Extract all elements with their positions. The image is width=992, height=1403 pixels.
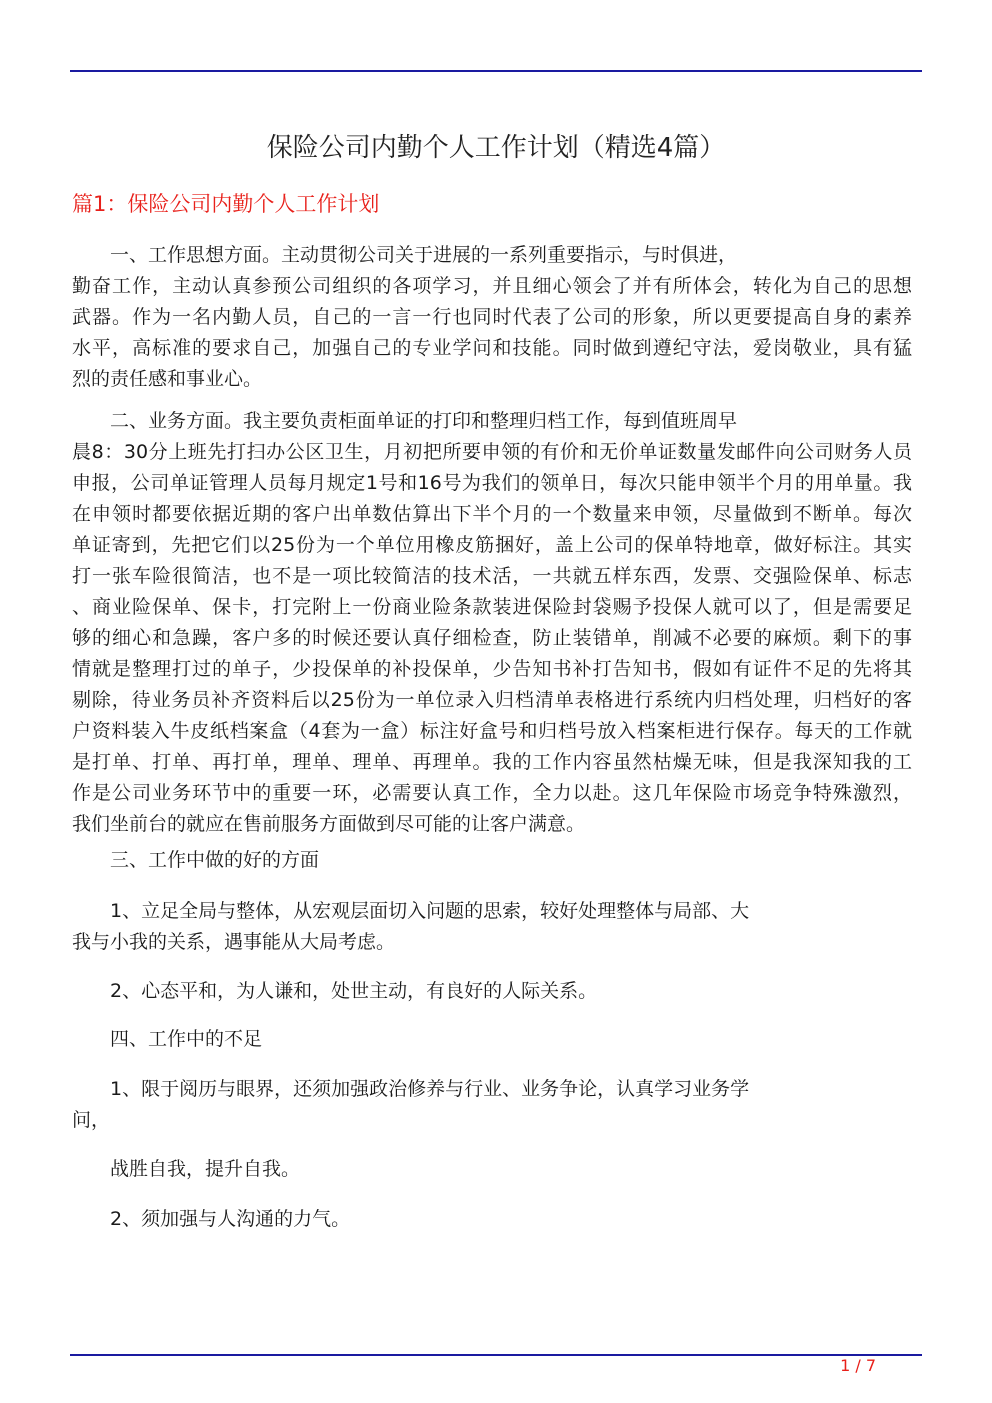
text-line: 2、须加强与人沟通的力气。 [110,1208,351,1230]
text-line: 一、工作思想方面。主动贯彻公司关于进展的一系列重要指示，与时俱进， [110,244,738,266]
paragraph-weakness-1 [72,1074,912,1136]
page-number: 1 / 7 [840,1356,876,1375]
text-line: 2、心态平和，为人谦和，处世主动，有良好的人际关系。 [110,980,598,1002]
section-heading: 篇1：保险公司内勤个人工作计划 [72,192,380,216]
text-line: 在申领时都要依据近期的客户出单数估算出下半个月的一个数量来申领，尽量做到不断单。每次 [72,503,912,525]
text-line: 三、工作中做的好的方面 [110,849,320,871]
text-line: 剔除，待业务员补齐资料后以25份为一单位录入归档清单表格进行系统内归档处理，归档好的客 [72,689,912,711]
text-line: 勤奋工作，主动认真参预公司组织的各项学习，并且细心领会了并有所体会，转化为自己的思想 [72,275,912,297]
paragraph-strength-1 [72,896,912,958]
text-line: 问， [72,1109,111,1131]
text-line: 水平，高标准的要求自己，加强自己的专业学问和技能。同时做到遵纪守法，爱岗敬业，具有猛 [72,337,912,359]
text-line: 是打单、打单、再打单，理单、理单、再理单。我的工作内容虽然枯燥无味，但是我深知我的工 [72,751,912,773]
paragraph-strengths-heading [72,845,912,876]
text-line: 我与小我的关系，遇事能从大局考虑。 [72,931,396,953]
text-line: 四、工作中的不足 [110,1028,263,1050]
text-line: 二、业务方面。我主要负责柜面单证的打印和整理归档工作，每到值班周早 [110,410,738,432]
text-line: 户资料装入牛皮纸档案盒（4套为一盒）标注好盒号和归档号放入档案柜进行保存。每天的工作就 [72,720,912,742]
text-line: 武器。作为一名内勤人员，自己的一言一行也同时代表了公司的形象，所以更要提高自身的素养 [72,306,912,328]
text-line: 申报，公司单证管理人员每月规定1号和16号为我们的领单日，每次只能申领半个月的用单量。我 [72,472,912,494]
paragraph-strength-2 [72,976,912,1007]
text-line: 1、限于阅历与眼界，还须加强政治修养与行业、业务争论，认真学习业务学 [110,1078,750,1100]
document-title: 保险公司内勤个人工作计划（精选4篇） [266,133,726,163]
paragraph-weakness-heading [72,1024,912,1055]
text-line: 战胜自我，提升自我。 [110,1158,301,1180]
text-line: 我们坐前台的就应在售前服务方面做到尽可能的让客户满意。 [72,813,586,835]
text-line: 、商业险保单、保卡，打完附上一份商业险条款装进保险封袋赐予投保人就可以了，但是需要足 [72,596,912,618]
paragraph-work-thinking [72,240,912,395]
text-line: 烈的责任感和事业心。 [72,368,263,390]
text-line: 1、立足全局与整体，从宏观层面切入问题的思索，较好处理整体与局部、大 [110,900,750,922]
text-line: 情就是整理打过的单子，少投保单的补投保单，少告知书补打告知书，假如有证件不足的先将其 [72,658,912,680]
text-line: 作是公司业务环节中的重要一环，必需要认真工作，全力以赴。这几年保险市场竞争特殊激烈， [72,782,912,804]
paragraph-weakness-2 [72,1204,912,1235]
paragraph-business [72,406,912,840]
text-line: 晨8：30分上班先打扫办公区卫生，月初把所要申领的有价和无价单证数量发邮件向公司财务人员 [72,441,912,463]
text-line: 单证寄到，先把它们以25份为一个单位用橡皮筋捆好，盖上公司的保单特地章，做好标注。其实 [72,534,912,556]
footer-rule [70,1354,922,1356]
paragraph-weakness-1-cont [72,1154,912,1185]
header-rule [70,70,922,72]
text-line: 够的细心和急躁，客户多的时候还要认真仔细检查，防止装错单，削减不必要的麻烦。剩下的事 [72,627,912,649]
text-line: 打一张车险很简洁，也不是一项比较简洁的技术活，一共就五样东西，发票、交强险保单、标志 [72,565,912,587]
